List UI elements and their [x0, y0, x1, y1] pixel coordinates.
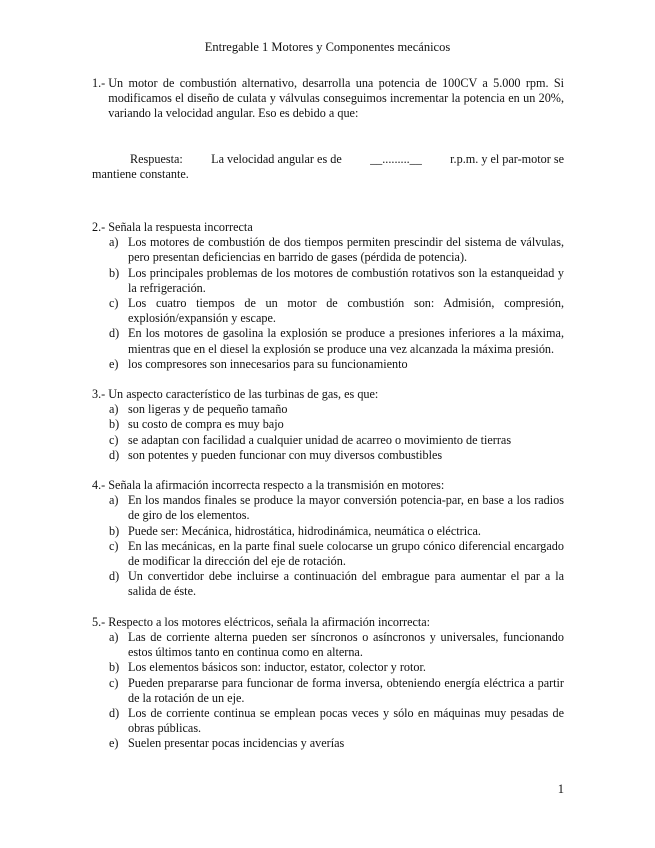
answer-block: [92, 152, 564, 182]
answer-blank-field[interactable]: __.........__: [370, 151, 422, 166]
option-label: b): [109, 265, 120, 280]
option-text: se adaptan con facilidad a cualquier unidad de acarreo o movimiento de tierras: [128, 432, 512, 447]
option-label: a): [109, 629, 119, 644]
option-text: Los principales problemas de los motores de combustión rotativos son la estanqueidad y la refrigeración.: [128, 265, 564, 295]
option-label: c): [109, 296, 119, 311]
question-2: [92, 220, 564, 372]
option-d[interactable]: [92, 706, 564, 736]
answer-label: Respuesta:: [130, 151, 183, 166]
page-number: 1: [557, 782, 564, 796]
answer-text-end: r.p.m. y el par-motor se: [450, 151, 564, 166]
question-text: Un aspecto característico de las turbinas de gas, es que:: [108, 387, 379, 402]
option-text: En los mandos finales se produce la mayor conversión potencia-par, en base a los radios de giro de los elementos.: [128, 493, 564, 523]
option-label: e): [109, 356, 119, 371]
question-4: [92, 478, 564, 600]
option-label: b): [109, 523, 120, 538]
option-text: Pueden prepararse para funcionar de forma inversa, obteniendo energía eléctrica a partir de la rotación de un eje.: [128, 675, 564, 705]
option-label: d): [109, 569, 120, 584]
option-label: d): [109, 326, 120, 341]
option-label: c): [109, 538, 119, 553]
option-text: Las de corriente alterna pueden ser síncronos o asíncronos y universales, funcionando estos últimos tanto en continua como en alterna.: [128, 629, 564, 660]
option-text: En los motores de gasolina la explosión se produce a presiones inferiores a la máxima, mientras que en el diesel la explosión se produce una vez alcanzada la máxima presión.: [128, 326, 564, 356]
option-list: [92, 402, 564, 463]
question-number: 2.-: [92, 220, 106, 235]
option-label: d): [109, 705, 120, 720]
option-label: a): [109, 235, 119, 250]
option-list: [92, 630, 564, 752]
option-d[interactable]: [92, 448, 564, 463]
answer-text-cont: mantiene constante.: [92, 166, 189, 181]
option-c[interactable]: [92, 433, 564, 448]
question-number: 1.-: [92, 76, 106, 90]
option-d[interactable]: [92, 569, 564, 599]
answer-text-start: La velocidad angular es de: [211, 151, 342, 166]
option-e[interactable]: [92, 736, 564, 751]
question-number: 5.-: [92, 614, 106, 629]
option-list: [92, 493, 564, 599]
option-list: [92, 235, 564, 372]
option-text: Los de corriente continua se emplean pocas veces y sólo en máquinas muy pesadas de obras públicas.: [128, 705, 564, 736]
option-label: b): [109, 417, 120, 432]
option-text: los compresores son innecesarios para su funcionamiento: [128, 356, 408, 371]
option-text: Un convertidor debe incluirse a continuación del embrague para aumentar el par a la salida de éste.: [128, 569, 564, 599]
option-text: Los motores de combustión de dos tiempos permiten prescindir del sistema de válvulas, pero presentan deficiencias en barrido de gases (pérdida de potencia).: [128, 235, 564, 265]
option-a[interactable]: [92, 493, 564, 523]
option-a[interactable]: [92, 235, 564, 265]
option-c[interactable]: [92, 676, 564, 706]
option-e[interactable]: [92, 357, 564, 372]
option-text: su costo de compra es muy bajo: [128, 417, 284, 432]
option-b[interactable]: [92, 524, 564, 539]
question-text: Señala la afirmación incorrecta respecto a la transmisión en motores:: [108, 478, 445, 493]
option-label: a): [109, 402, 119, 417]
question-number: 4.-: [92, 478, 106, 493]
question-5: [92, 615, 564, 752]
option-label: e): [109, 736, 119, 751]
option-c[interactable]: [92, 539, 564, 569]
option-label: b): [109, 660, 120, 675]
page-title: Entregable 1 Motores y Componentes mecánicos: [204, 40, 451, 54]
question-3: [92, 387, 564, 463]
option-a[interactable]: [92, 630, 564, 660]
question-1: [92, 76, 564, 182]
option-text: Puede ser: Mecánica, hidrostática, hidrodinámica, neumática o eléctrica.: [128, 523, 481, 538]
option-b[interactable]: [92, 660, 564, 675]
option-label: c): [109, 675, 119, 690]
option-text: son potentes y pueden funcionar con muy diversos combustibles: [128, 447, 443, 462]
option-text: son ligeras y de pequeño tamaño: [128, 402, 288, 417]
option-text: Los elementos básicos son: inductor, estator, colector y rotor.: [128, 660, 426, 675]
option-label: c): [109, 432, 119, 447]
document-body: [92, 76, 564, 752]
option-b[interactable]: [92, 266, 564, 296]
option-a[interactable]: [92, 402, 564, 417]
option-label: a): [109, 493, 119, 508]
option-text: Los cuatro tiempos de un motor de combustión son: Admisión, compresión, explosión/expansión y escape.: [128, 296, 564, 326]
option-text: Suelen presentar pocas incidencias y averías: [128, 736, 345, 751]
question-number: 3.-: [92, 387, 106, 402]
option-b[interactable]: [92, 417, 564, 432]
option-d[interactable]: [92, 326, 564, 356]
option-c[interactable]: [92, 296, 564, 326]
question-text: Respecto a los motores eléctricos, señala la afirmación incorrecta:: [108, 614, 431, 629]
option-label: d): [109, 447, 120, 462]
option-text: En las mecánicas, en la parte final suele colocarse un grupo cónico diferencial encargado de modificar la dirección del eje de rotación.: [128, 538, 564, 569]
question-text: Un motor de combustión alternativo, desarrolla una potencia de 100CV a 5.000 rpm. Si modificamos el diseño de culata y válvulas conseguimos incrementar la potencia en un 20%, variando la velocidad angular. Eso es debido a que:: [108, 76, 564, 121]
question-text: Señala la respuesta incorrecta: [108, 220, 253, 235]
